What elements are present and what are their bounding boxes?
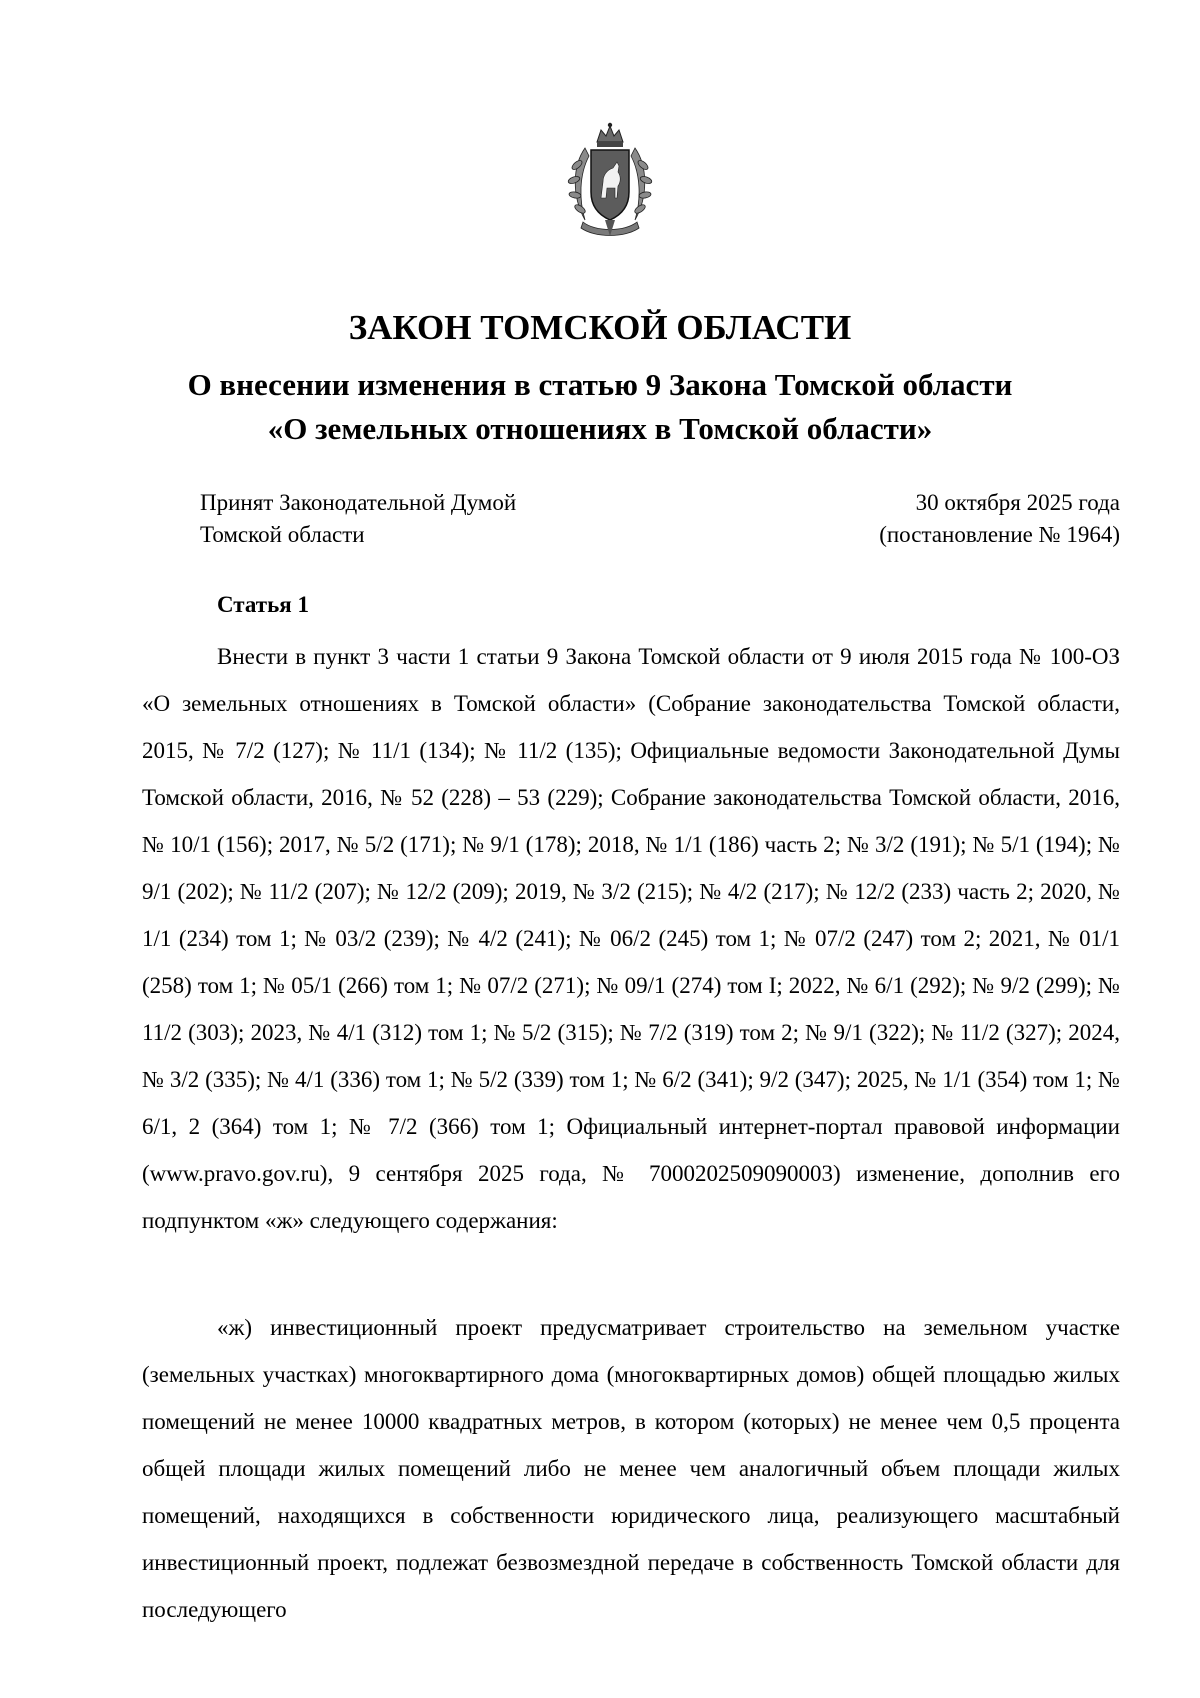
ribbon-icon (581, 220, 639, 236)
article-paragraph-2: «ж) инвестиционный проект предусматривает строительство на земельном участке (земельных участках) многоквартирного дома (многоквартирных домов) общей площадью жилых помещений не менее 10000 квадратных метров, в котором (которых) не менее чем 0,5 процента общей площади жилых помещений либо не менее чем аналогичный объем площади жилых помещений, находящихся в собственности юридического лица, реализующего масштабный инвестиционный проект, подлежат безвозмездной передаче в собственность Томской области для последующего (142, 1315, 1120, 1622)
resolution-number: (постановление № 1964) (879, 522, 1120, 547)
coat-of-arms-icon (555, 120, 665, 248)
law-subtitle (0, 363, 1200, 451)
left-wreath-icon (567, 148, 589, 220)
subtitle-line-2: «О земельных отношениях в Томской области» (267, 411, 933, 446)
article-paragraph-1: Внести в пункт 3 части 1 статьи 9 Закона Томской области от 9 июля 2015 года № 100-ОЗ «О земельных отношениях в Томской области» (Собрание законодательства Томской области, 2015, № 7/2 (127); № 11/1 (134); № 11/2 (135); Официальные ведомости Законодательной Думы Томской области, 2016, № 52 (228) – 53 (229); Собрание законодательства Томской области, 2016, № 10/1 (156); 2017, № 5/2 (171); № 9/1 (178); 2018, № 1/1 (186) часть 2; № 3/2 (191); № 5/1 (194); № 9/1 (202); № 11/2 (207); № 12/2 (209); 2019, № 3/2 (215); № 4/2 (217); № 12/2 (233) часть 2; 2020, № 1/1 (234) том 1; № 03/2 (239); № 4/2 (241); № 06/2 (245) том 1; № 07/2 (247) том 2; 2021, № 01/1 (258) том 1; № 05/1 (266) том 1; № 07/2 (271); № 09/1 (274) том I; 2022, № 6/1 (292); № 9/2 (299); № 11/2 (303); 2023, № 4/1 (312) том 1; № 5/2 (315); № 7/2 (319) том 2; № 9/1 (322); № 11/2 (327); 2024, № 3/2 (335); № 4/1 (336) том 1; № 5/2 (339) том 1; № 6/2 (341); 9/2 (347); 2025, № 1/1 (354) том 1; № 6/1, 2 (364) том 1; № 7/2 (366) том 1; Официальный интернет-портал правовой информации (www.pravo.gov.ru), 9 сентября 2025 года, № 7000202509090003) изменение, дополнив его подпунктом «ж» следующего содержания: (142, 644, 1120, 1233)
subtitle-line-1: О внесении изменения в статью 9 Закона Томской области (187, 367, 1013, 402)
adoption-date: 30 октября 2025 года (915, 490, 1120, 515)
right-wreath-icon (631, 148, 653, 220)
adopting-body (200, 487, 516, 551)
adoption-date-block (879, 487, 1120, 551)
law-title: ЗАКОН ТОМСКОЙ ОБЛАСТИ (348, 308, 852, 347)
adopting-body-line-1: Принят Законодательной Думой (200, 490, 517, 515)
article-heading: Статья 1 (217, 592, 309, 617)
adopting-body-line-2: Томской области (200, 522, 365, 547)
crown-icon (597, 123, 623, 147)
shield-icon (591, 150, 629, 220)
